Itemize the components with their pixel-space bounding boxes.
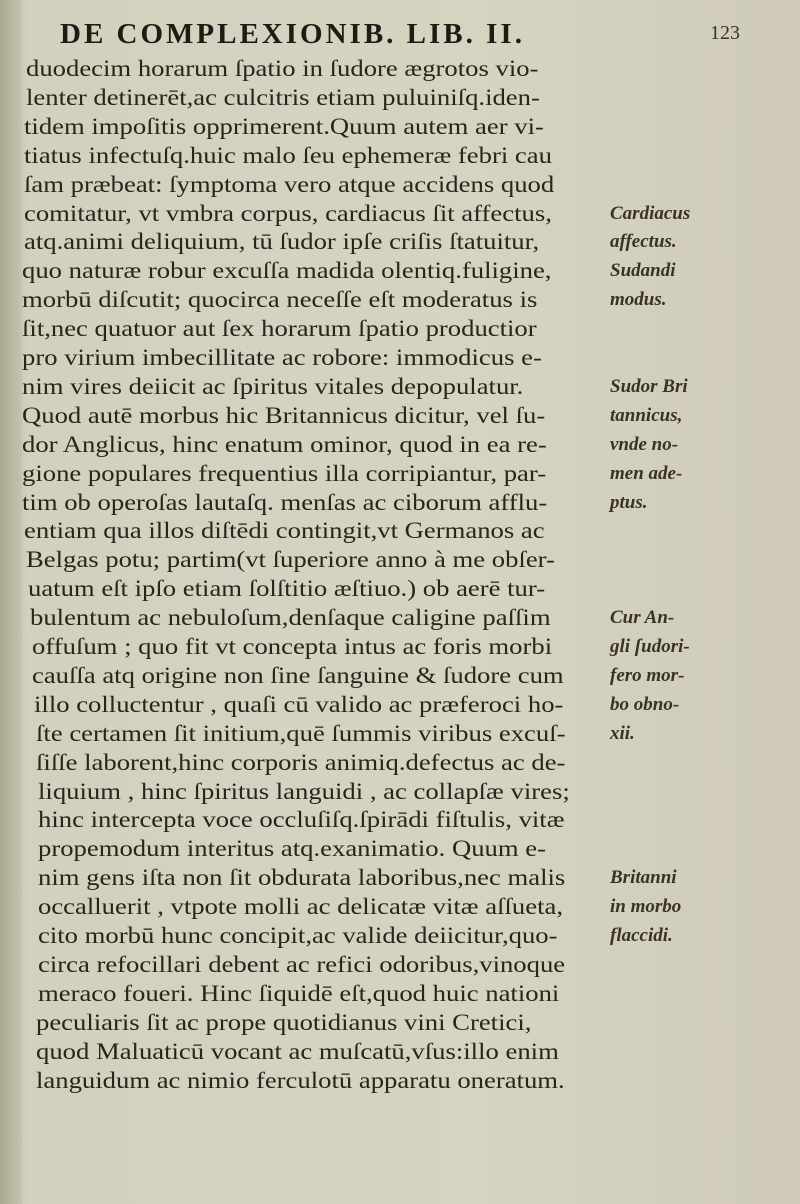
main-text: Quod autē morbus hic Britannicus dicitur, vel ſu- bbox=[22, 402, 546, 429]
text-line bbox=[0, 836, 800, 862]
main-text: tim ob operoſas lautaſq. menſas ac ciborum afflu- bbox=[22, 489, 548, 516]
text-line bbox=[0, 316, 800, 342]
text-line bbox=[0, 807, 800, 833]
marginal-note: tannicus, bbox=[610, 404, 683, 426]
marginal-note: Britanni bbox=[610, 867, 677, 889]
text-line bbox=[0, 143, 800, 169]
main-text: cito morbū hunc concipit,ac valide deiicitur,quo- bbox=[38, 923, 558, 949]
text-line bbox=[0, 894, 800, 920]
main-text: occalluerit , vtpote molli ac delicatæ vitæ aſſueta, bbox=[38, 894, 563, 921]
text-line bbox=[0, 1039, 800, 1065]
marginal-note: ptus. bbox=[610, 491, 648, 513]
marginal-note: flaccidi. bbox=[610, 925, 673, 946]
main-text: pro virium imbecillitate ac robore: immodicus e- bbox=[22, 345, 542, 371]
main-text: meraco foueri. Hinc ſiquidē eſt,quod huic nationi bbox=[38, 980, 560, 1007]
text-line bbox=[0, 1010, 800, 1036]
text-line bbox=[0, 432, 800, 458]
text-line bbox=[0, 952, 800, 978]
text-line bbox=[0, 56, 800, 82]
marginal-note: Cardiacus bbox=[610, 202, 691, 224]
main-text: tiatus infectuſq.huic malo ſeu ephemeræ febri cau bbox=[24, 142, 552, 169]
text-line bbox=[0, 518, 800, 544]
main-text: cauſſa atq origine non ſine ſanguine & ſudore cum bbox=[32, 662, 564, 689]
main-text: hinc intercepta voce occluſiſq.ſpirādi fiſtulis, vitæ bbox=[38, 807, 565, 834]
main-text: uatum eſt ipſo etiam ſolſtitio æſtiuo.) ob aerē tur- bbox=[28, 576, 546, 603]
main-text: nim gens iſta non ſit obdurata laboribus,nec malis bbox=[38, 865, 566, 892]
text-line bbox=[0, 981, 800, 1007]
text-line bbox=[0, 634, 800, 660]
main-text: ſiſſe laborent,hinc corporis animiq.defectus ac de- bbox=[36, 749, 566, 776]
text-line bbox=[0, 576, 800, 602]
marginal-note: bo obno- bbox=[610, 693, 680, 715]
text-line bbox=[0, 345, 800, 371]
main-text: nim vires deiicit ac ſpiritus vitales depopulatur. bbox=[22, 373, 524, 400]
marginal-note: Sudandi bbox=[610, 260, 676, 282]
marginal-note: gli ſudori- bbox=[610, 636, 690, 657]
text-line bbox=[0, 663, 800, 689]
main-text: lenter detinerēt,ac culcitris etiam puluiniſq.iden- bbox=[26, 84, 540, 111]
text-line bbox=[0, 461, 800, 487]
text-line bbox=[0, 547, 800, 573]
marginal-note: Sudor Bri bbox=[610, 375, 688, 397]
marginal-note: vnde no- bbox=[610, 433, 679, 455]
marginal-note: modus. bbox=[610, 289, 667, 311]
marginal-note: affectus. bbox=[610, 231, 677, 253]
main-text: bulentum ac nebuloſum,denſaque caligine paſſim bbox=[30, 605, 551, 632]
text-line bbox=[0, 229, 800, 255]
main-text: Belgas potu; partim(vt ſuperiore anno à me obſer- bbox=[26, 547, 555, 574]
main-text: atq.animi deliquium, tū ſudor ipſe criſis ſtatuitur, bbox=[24, 229, 540, 256]
marginal-note: Cur An- bbox=[610, 607, 675, 629]
running-head: DE COMPLEXIONIB. LIB. II. bbox=[60, 18, 525, 50]
main-text: comitatur, vt vmbra corpus, cardiacus ſit affectus, bbox=[24, 200, 552, 227]
main-text: duodecim horarum ſpatio in ſudore ægrotos vio- bbox=[26, 56, 539, 82]
main-text: tidem impoſitis opprimerent.Quum autem aer vi- bbox=[24, 113, 544, 140]
text-line bbox=[0, 692, 800, 718]
text-line bbox=[0, 721, 800, 747]
marginal-note: xii. bbox=[610, 722, 635, 744]
main-text: entiam qua illos diſtēdi contingit,vt Germanos ac bbox=[24, 518, 545, 545]
text-line bbox=[0, 114, 800, 140]
text-line bbox=[0, 403, 800, 429]
text-line bbox=[0, 374, 800, 400]
main-text: liquium , hinc ſpiritus languidi , ac collapſæ vires; bbox=[38, 778, 570, 805]
text-line bbox=[0, 923, 800, 949]
main-text: ſit,nec quatuor aut ſex horarum ſpatio productior bbox=[22, 316, 537, 343]
marginal-note: in morbo bbox=[610, 896, 682, 918]
main-text: quod Maluaticū vocant ac muſcatū,vſus:illo enim bbox=[36, 1038, 559, 1065]
page-number: 123 bbox=[710, 22, 740, 44]
text-line bbox=[0, 750, 800, 776]
main-text: peculiaris ſit ac prope quotidianus vini Cretici, bbox=[36, 1009, 532, 1036]
marginal-note: fero mor- bbox=[610, 664, 685, 686]
main-text: dor Anglicus, hinc enatum ominor, quod in ea re- bbox=[22, 431, 547, 458]
text-line bbox=[0, 258, 800, 284]
text-line bbox=[0, 605, 800, 631]
text-line bbox=[0, 490, 800, 516]
main-text: quo naturæ robur excuſſa madida olentiq.fuligine, bbox=[22, 258, 552, 285]
main-text: offuſum ; quo fit vt concepta intus ac foris morbi bbox=[32, 634, 553, 660]
text-line bbox=[0, 85, 800, 111]
text-line bbox=[0, 1068, 800, 1094]
text-line bbox=[0, 779, 800, 805]
text-line bbox=[0, 201, 800, 227]
text-line bbox=[0, 287, 800, 313]
main-text: ſam præbeat: ſymptoma vero atque accidens quod bbox=[24, 171, 555, 198]
main-text: morbū diſcutit; quocirca neceſſe eſt moderatus is bbox=[22, 287, 538, 314]
main-text: ſte certamen ſit initium,quē ſummis viribus excuſ- bbox=[36, 720, 566, 747]
main-text: circa refocillari debent ac refici odoribus,vinoque bbox=[38, 951, 566, 978]
main-text: gione populares frequentius illa corripiantur, par- bbox=[22, 460, 547, 487]
main-text: illo colluctentur , quaſi cū valido ac præferoci ho- bbox=[34, 691, 564, 718]
page-header bbox=[60, 18, 740, 52]
text-line bbox=[0, 172, 800, 198]
main-text: languidum ac nimio ferculotū apparatu oneratum. bbox=[36, 1067, 565, 1094]
main-text: propemodum interitus atq.exanimatio. Quum e- bbox=[38, 836, 547, 863]
marginal-note: men ade- bbox=[610, 462, 683, 484]
text-line bbox=[0, 865, 800, 891]
